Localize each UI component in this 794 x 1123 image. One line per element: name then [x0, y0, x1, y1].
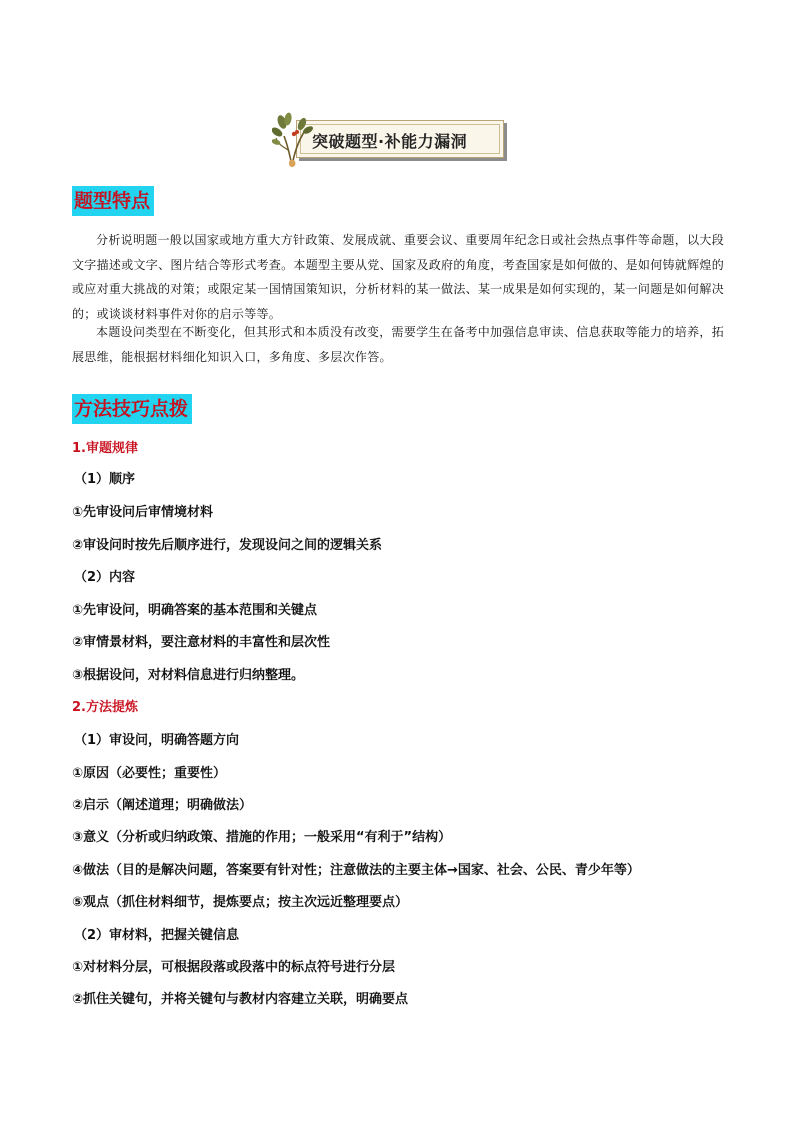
- section-heading-features: 题型特点: [72, 186, 154, 216]
- list-item: ⑤观点（抓住材料细节，提炼要点；按主次远近整理要点）: [72, 895, 409, 910]
- list-item: ①先审设问，明确答案的基本范围和关键点: [72, 603, 318, 618]
- list-item: ②启示（阐述道理；明确做法）: [72, 798, 253, 813]
- list-item: ②审设问时按先后顺序进行，发现设问之间的逻辑关系: [72, 538, 383, 553]
- subheading-review-rules: 1.审题规律: [72, 441, 138, 456]
- list-subheading: （1）顺序: [74, 472, 136, 487]
- list-item: ①对材料分层，可根据段落或段落中的标点符号进行分层: [72, 960, 396, 975]
- section-heading-methods: 方法技巧点拨: [72, 394, 192, 424]
- list-item: ④做法（目的是解决问题，答案要有针对性；注意做法的主要主体→国家、社会、公民、青少年等）: [72, 863, 640, 878]
- section-banner: [272, 110, 512, 166]
- subheading-method-refine: 2.方法提炼: [72, 700, 138, 715]
- list-item: ①原因（必要性；重要性）: [72, 766, 227, 781]
- banner-title: 突破题型·补能力漏洞: [312, 132, 468, 151]
- list-item: ③根据设问，对材料信息进行归纳整理。: [72, 668, 305, 683]
- list-subheading: （2）审材料，把握关键信息: [74, 928, 240, 943]
- list-subheading: （2）内容: [74, 570, 136, 585]
- intro-paragraph: 本题设问类型在不断变化，但其形式和本质没有改变，需要学生在备考中加强信息审读、信息获取等能力的培养，拓展思维，能根据材料细化知识入口，多角度、多层次作答。: [72, 325, 724, 364]
- list-item: ②抓住关键句，并将关键句与教材内容建立关联，明确要点: [72, 992, 409, 1007]
- intro-paragraph: 分析说明题一般以国家或地方重大方针政策、发展成就、重要会议、重要周年纪念日或社会热点事件等命题，以大段文字描述或文字、图片结合等形式考查。本题型主要从党、国家及政府的角度，考查国家是如何做的、是如何铸就辉煌的或应对重大挑战的对策；或限定某一国情国策知识，分析材料的某一做法、某一成果是如何实现的，某一问题是如何解决的；或谈谈材料事件对你的启示等等。: [72, 233, 724, 321]
- list-item: ②审情景材料，要注意材料的丰富性和层次性: [72, 635, 331, 650]
- list-item: ③意义（分析或归纳政策、措施的作用；一般采用“有利于”结构）: [72, 830, 452, 845]
- list-subheading: （1）审设问，明确答题方向: [74, 733, 240, 748]
- ginseng-plant-icon: [272, 110, 314, 168]
- list-item: ①先审设问后审情境材料: [72, 505, 214, 520]
